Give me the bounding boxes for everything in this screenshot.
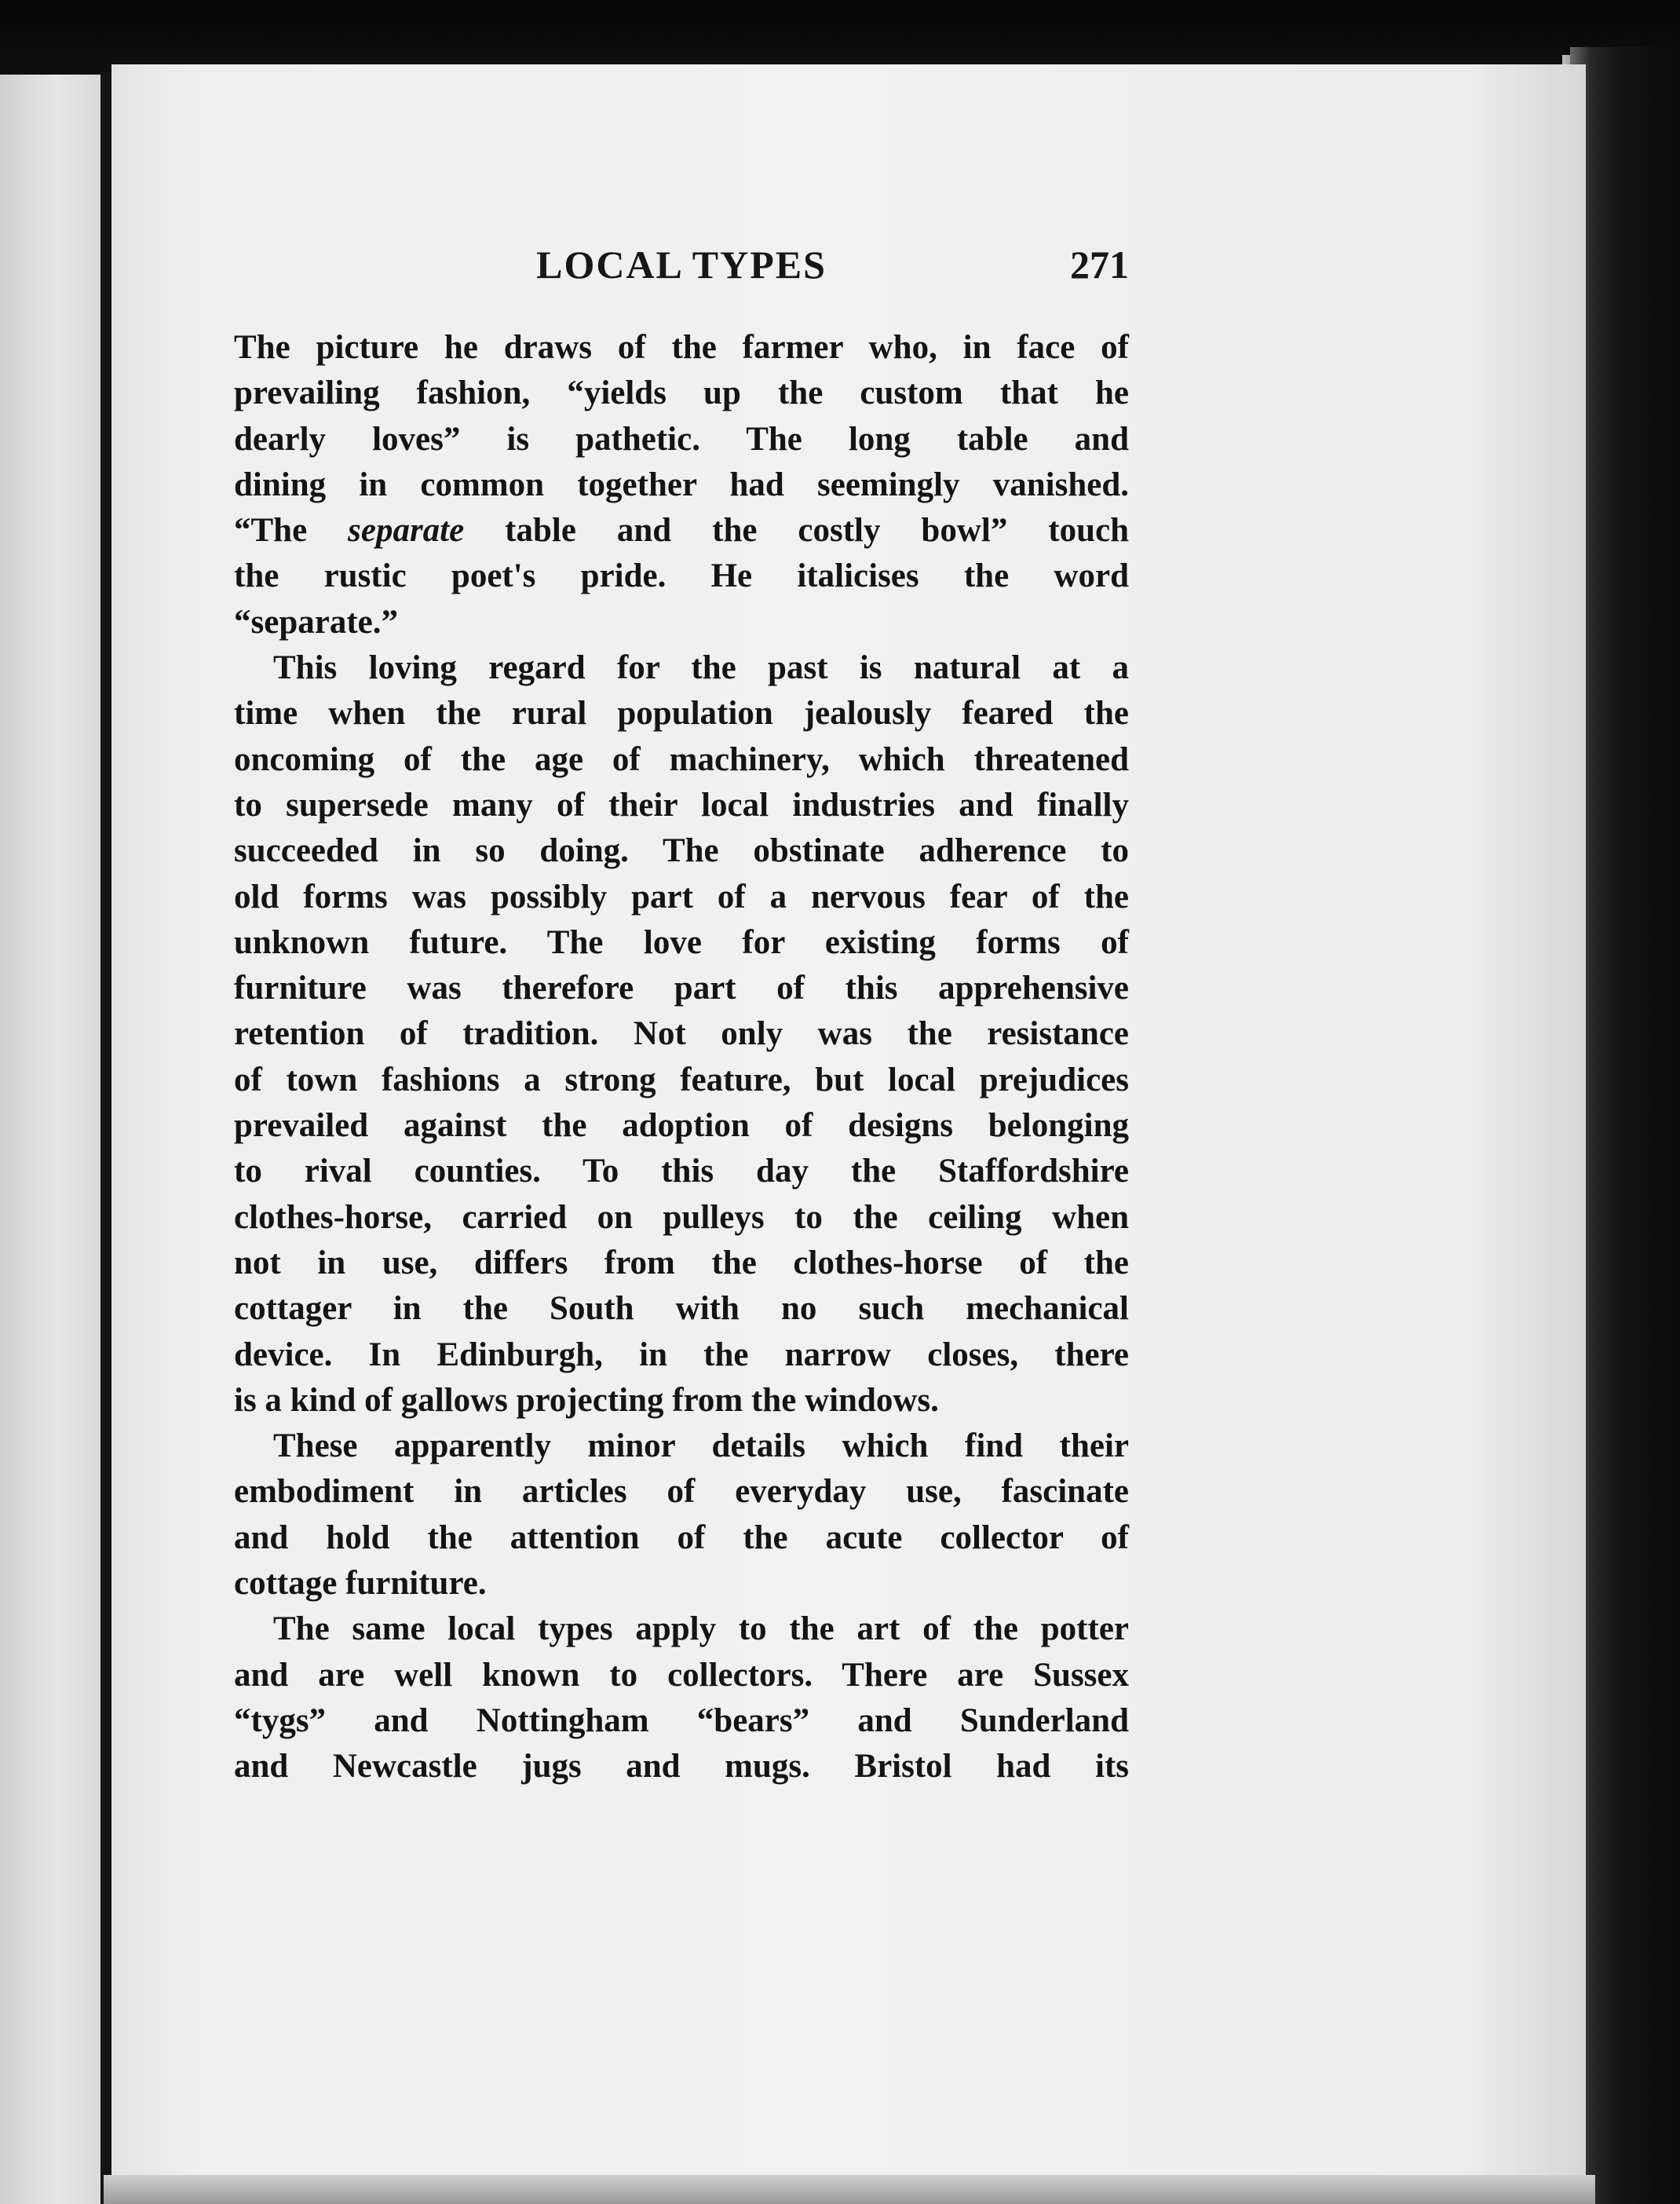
running-head bbox=[234, 242, 1129, 305]
text-line: furniture was therefore part of this apprehensive bbox=[234, 970, 1129, 1007]
text-line: embodiment in articles of everyday use, fascinate bbox=[234, 1473, 1129, 1511]
text-line: not in use, differs from the clothes-horse of the bbox=[234, 1244, 1129, 1281]
italic-word: separate bbox=[348, 512, 465, 550]
text-line: and are well known to collectors. There are Sussex bbox=[234, 1656, 1129, 1694]
page-number: 271 bbox=[1070, 243, 1129, 287]
text-line: These apparently minor details which find their bbox=[273, 1427, 1129, 1465]
text-line bbox=[234, 508, 1129, 554]
text-line: dearly loves” is pathetic. The long table and bbox=[234, 420, 1129, 458]
text-line: to rival counties. To this day the Staffordshire bbox=[234, 1153, 1129, 1190]
text-line: “tygs” and Nottingham “bears” and Sunderland bbox=[234, 1701, 1129, 1739]
running-title: LOCAL TYPES bbox=[536, 243, 827, 287]
text-line: cottage furniture. bbox=[234, 1565, 487, 1603]
text-line: clothes-horse, carried on pulleys to the ceiling when bbox=[234, 1198, 1129, 1236]
text-line: oncoming of the age of machinery, which threatened bbox=[234, 740, 1129, 778]
page-bottom-edge bbox=[104, 2175, 1595, 2204]
text-line: The picture he draws of the farmer who, in face of bbox=[234, 329, 1129, 366]
text-line: “separate.” bbox=[234, 603, 398, 641]
book-edge bbox=[1570, 47, 1680, 2204]
body-text bbox=[234, 325, 1129, 1790]
text-line: The same local types apply to the art of the potter bbox=[273, 1610, 1129, 1648]
text-line: device. In Edinburgh, in the narrow closes, there bbox=[234, 1336, 1129, 1373]
text-line: is a kind of gallows projecting from the windows. bbox=[234, 1381, 939, 1419]
text-line: This loving regard for the past is natural at a bbox=[273, 649, 1129, 687]
text-line: cottager in the South with no such mechanical bbox=[234, 1290, 1129, 1328]
text-line: time when the rural population jealously feared the bbox=[234, 695, 1129, 733]
text-line: and Newcastle jugs and mugs. Bristol had its bbox=[234, 1748, 1129, 1785]
text-segment: “The bbox=[234, 512, 349, 550]
facing-page-edge bbox=[0, 75, 104, 2204]
book-gutter bbox=[100, 72, 111, 2204]
text-line: unknown future. The love for existing forms of bbox=[234, 923, 1129, 961]
text-segment: table and the costly bowl” touch bbox=[464, 512, 1129, 550]
text-line: the rustic poet's pride. He italicises the word bbox=[234, 557, 1129, 595]
text-line: dining in common together had seemingly vanished. bbox=[234, 466, 1129, 503]
text-line: prevailed against the adoption of designs belonging bbox=[234, 1107, 1129, 1145]
text-line: old forms was possibly part of a nervous fear of the bbox=[234, 878, 1129, 916]
text-line: retention of tradition. Not only was the resistance bbox=[234, 1015, 1129, 1053]
text-line: to supersede many of their local industries and finally bbox=[234, 786, 1129, 824]
text-line: succeeded in so doing. The obstinate adherence to bbox=[234, 832, 1129, 870]
text-line: prevailing fashion, “yields up the custom that he bbox=[234, 375, 1129, 412]
text-line: and hold the attention of the acute collector of bbox=[234, 1519, 1129, 1556]
text-line: of town fashions a strong feature, but local prejudices bbox=[234, 1061, 1129, 1098]
